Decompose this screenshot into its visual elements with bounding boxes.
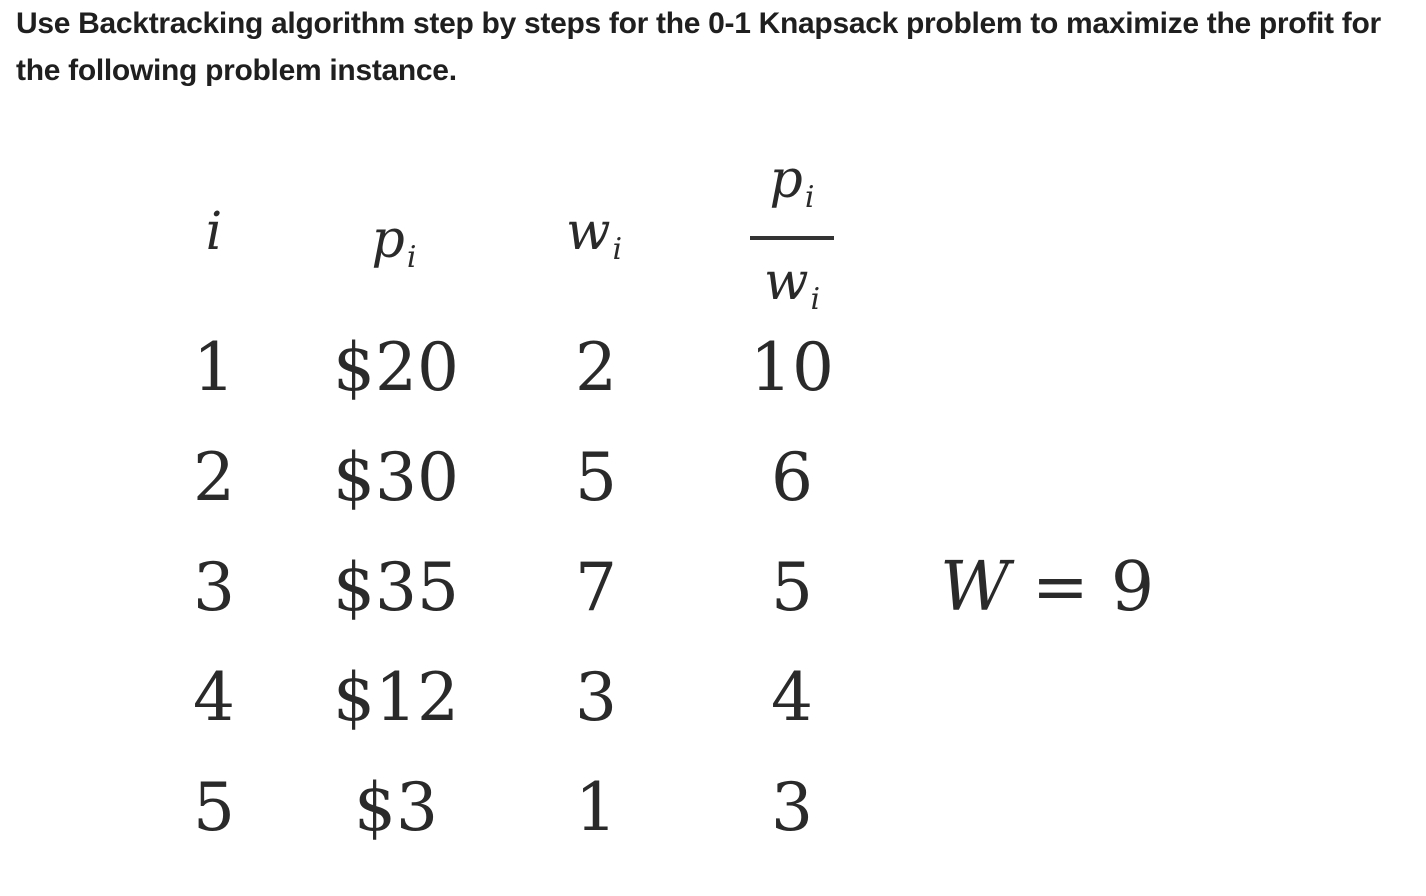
cell-ratio: 5 <box>771 549 813 626</box>
cell-weight: 3 <box>575 659 617 736</box>
cell-i: 5 <box>193 769 235 846</box>
cell-profit: $30 <box>333 439 459 516</box>
cell-profit: $3 <box>354 769 438 846</box>
cell-i: 4 <box>193 659 235 736</box>
cell-ratio: 4 <box>771 659 813 736</box>
cell-profit: $20 <box>333 329 459 406</box>
ratio-numerator: $p_i$ <box>769 150 815 215</box>
cell-i: 2 <box>193 439 235 516</box>
header-profit: $p_i$ <box>371 210 417 275</box>
header-ratio-fraction <box>712 150 872 330</box>
cell-weight: 1 <box>575 769 617 846</box>
ratio-denominator: $w_i$ <box>763 252 821 317</box>
cell-ratio: 10 <box>750 329 834 406</box>
question-text: Use Backtracking algorithm step by steps for the 0-1 Knapsack problem to maximize the profit for the following problem instance. <box>16 7 1381 87</box>
capacity-value: 9 <box>1110 548 1155 627</box>
fraction-bar <box>750 236 834 240</box>
cell-weight: 5 <box>575 439 617 516</box>
cell-profit: $35 <box>333 549 459 626</box>
knapsack-capacity <box>940 548 1154 628</box>
cell-weight: 7 <box>575 549 617 626</box>
cell-profit: $12 <box>333 659 459 736</box>
capacity-equals: = <box>1031 548 1089 627</box>
cell-ratio: 6 <box>771 439 813 516</box>
header-weight: $w_i$ <box>565 202 623 267</box>
capacity-symbol: W <box>940 548 1010 627</box>
cell-i: 1 <box>193 329 235 406</box>
cell-ratio: 3 <box>771 769 813 846</box>
header-i: i <box>205 202 223 262</box>
cell-weight: 2 <box>575 329 617 406</box>
cell-i: 3 <box>193 549 235 626</box>
